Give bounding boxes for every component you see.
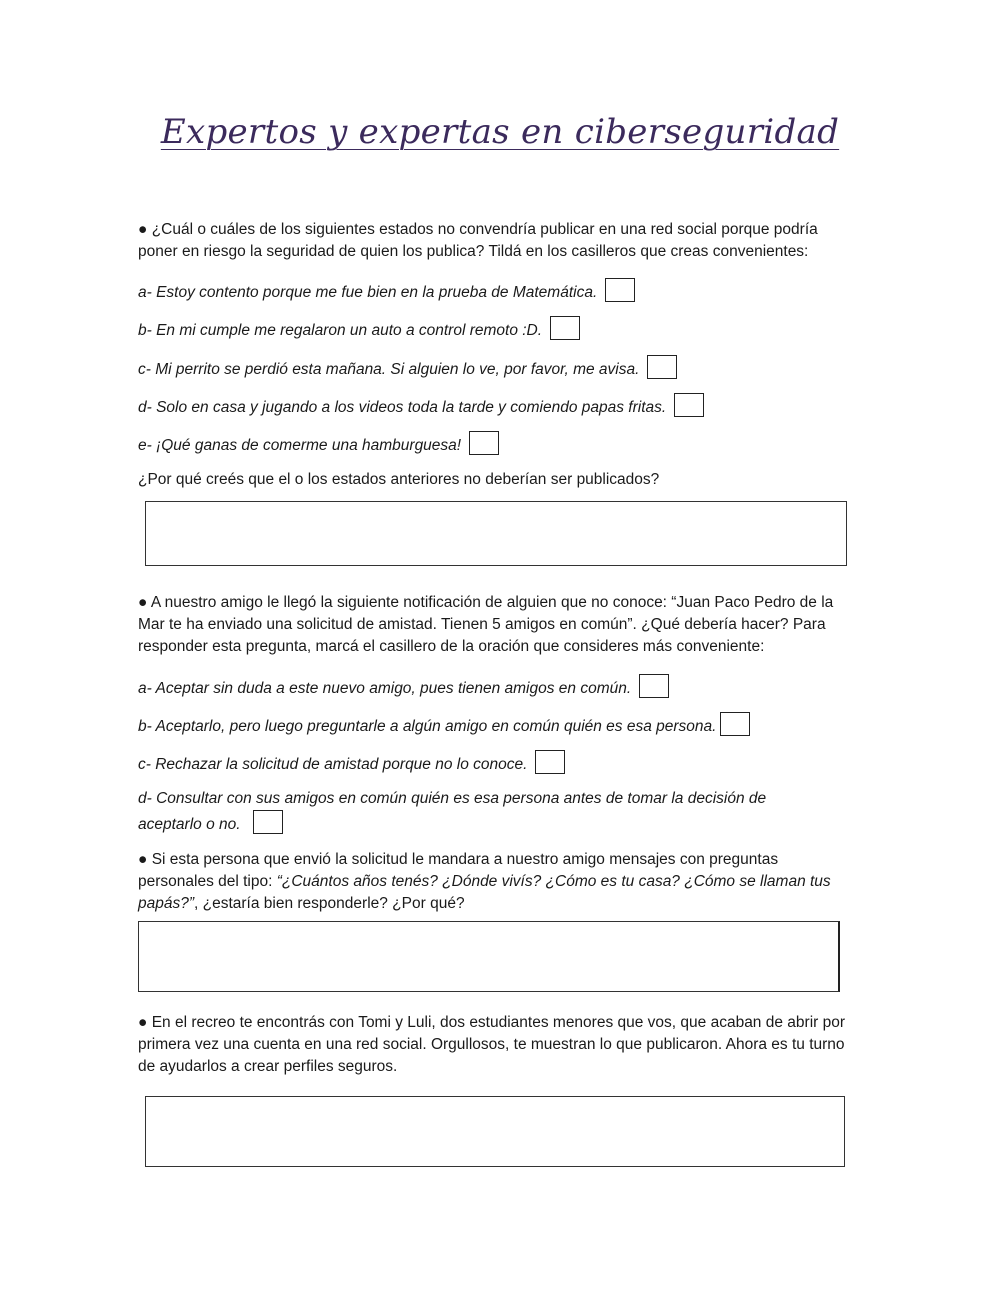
q4-answer-box[interactable] xyxy=(145,1096,845,1167)
question-3-text-start: Si esta persona que envió la solicitud le mandara a nuestro amigo mensajes con preguntas personales del tipo: xyxy=(138,851,779,890)
bullet: ● xyxy=(138,594,148,611)
q2-option-b-label: b- Aceptarlo, pero luego preguntarle a algún amigo en común quién es esa persona. xyxy=(138,718,717,735)
q2-option-c xyxy=(138,750,858,776)
page-title: Expertos y expertas en ciberseguridad xyxy=(160,112,840,152)
question-2-text: A nuestro amigo le llegó la siguiente notificación de alguien que no conoce: “Juan Paco Pedro de la Mar te ha enviado una solicitud de amistad. Tienen 5 amigos en común”. ¿Qué debería hacer? Para responder esta pregunta, marcá el casillero de la oración que consideres más conveniente: xyxy=(138,594,834,655)
question-1-prompt xyxy=(138,219,858,263)
q1-answer-box[interactable] xyxy=(145,501,847,566)
q1-option-e-checkbox[interactable] xyxy=(469,431,499,455)
q1-option-a xyxy=(138,278,858,304)
question-4-prompt xyxy=(138,1012,858,1078)
bullet: ● xyxy=(138,1014,148,1031)
q2-option-b xyxy=(138,712,858,738)
question-1-text: ¿Cuál o cuáles de los siguientes estados no convendría publicar en una red social porque podría poner en riesgo la seguridad de quien los publica? Tildá en los casilleros que creas convenientes: xyxy=(138,221,818,260)
q1-option-d-checkbox[interactable] xyxy=(674,393,704,417)
question-3-text-end: , ¿estaría bien responderle? ¿Por qué? xyxy=(194,895,465,912)
q2-option-c-checkbox[interactable] xyxy=(535,750,565,774)
q1-option-c-label: c- Mi perrito se perdió esta mañana. Si alguien lo ve, por favor, me avisa. xyxy=(138,361,640,378)
question-3-prompt xyxy=(138,849,858,915)
q2-option-d xyxy=(138,788,798,836)
q1-option-d xyxy=(138,393,858,419)
q2-option-a-label: a- Aceptar sin duda a este nuevo amigo, pues tienen amigos en común. xyxy=(138,680,632,697)
q1-option-d-label: d- Solo en casa y jugando a los videos toda la tarde y comiendo papas fritas. xyxy=(138,399,667,416)
q1-followup: ¿Por qué creés que el o los estados anteriores no deberían ser publicados? xyxy=(138,471,660,488)
q1-option-b-label: b- En mi cumple me regalaron un auto a control remoto :D. xyxy=(138,322,543,339)
q1-option-e-label: e- ¡Qué ganas de comerme una hamburguesa! xyxy=(138,437,462,454)
bullet: ● xyxy=(138,851,148,868)
q2-option-b-checkbox[interactable] xyxy=(720,712,750,736)
q2-option-a xyxy=(138,674,858,700)
q2-option-c-label: c- Rechazar la solicitud de amistad porque no lo conoce. xyxy=(138,756,528,773)
q2-option-d-label: d- Consultar con sus amigos en común quién es esa persona antes de tomar la decisión de aceptarlo o no. xyxy=(138,790,767,833)
q1-option-c xyxy=(138,355,858,381)
q1-option-e xyxy=(138,431,858,457)
q1-option-a-checkbox[interactable] xyxy=(605,278,635,302)
bullet: ● xyxy=(138,221,148,238)
question-2-prompt xyxy=(138,592,858,658)
q1-option-b-checkbox[interactable] xyxy=(550,316,580,340)
q1-option-c-checkbox[interactable] xyxy=(647,355,677,379)
q2-option-d-checkbox[interactable] xyxy=(253,810,283,834)
q3-answer-box[interactable] xyxy=(138,921,840,992)
q1-option-a-label: a- Estoy contento porque me fue bien en la prueba de Matemática. xyxy=(138,284,598,301)
question-3-quote: “¿Cuántos años tenés? ¿Dónde vivís? ¿Cómo es tu casa? ¿Cómo se llaman tus papás?” xyxy=(138,873,831,912)
q2-option-a-checkbox[interactable] xyxy=(639,674,669,698)
q1-option-b xyxy=(138,316,858,342)
question-4-text: En el recreo te encontrás con Tomi y Luli, dos estudiantes menores que vos, que acaban de abrir por primera vez una cuenta en una red social. Orgullosos, te muestran lo que publicaron. Ahora es tu turno de ayudarlos a crear perfiles seguros. xyxy=(138,1014,846,1075)
